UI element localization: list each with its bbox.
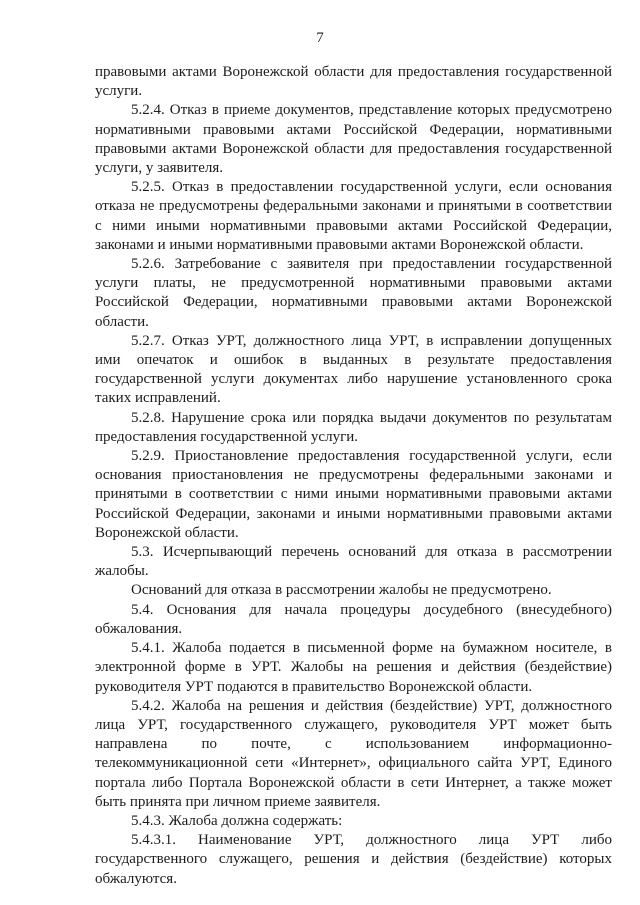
paragraph-5-4-2: 5.4.2. Жалоба на решения и действия (бездействие) УРТ, должностного лица УРТ, государственного служащего, руководителя УРТ может быть направлена по почте, с использованием информационно-телекоммуникационной сети «Интернет», официального сайта УРТ, Единого портала либо Портала Воронежской области в сети Интернет, а также может быть принята при личном приеме заявителя. bbox=[95, 697, 612, 810]
paragraph-5-3: 5.3. Исчерпывающий перечень оснований для отказа в рассмотрении жалобы. bbox=[95, 544, 612, 580]
paragraph-5-3-note: Оснований для отказа в рассмотрении жалобы не предусмотрено. bbox=[131, 582, 552, 599]
page-number: 7 bbox=[316, 30, 324, 46]
paragraph-continuation: правовыми актами Воронежской области для предоставления государственной услуги. bbox=[95, 64, 612, 100]
document-body bbox=[95, 63, 612, 889]
paragraph-5-4: 5.4. Основания для начала процедуры досудебного (внесудебного) обжалования. bbox=[95, 601, 612, 637]
paragraph-5-2-7: 5.2.7. Отказ УРТ, должностного лица УРТ, в исправлении допущенных ими опечаток и ошибок в выданных в результате предоставления государственной услуги документах либо нарушение установленного срока таких исправлений. bbox=[95, 332, 612, 407]
paragraph-5-2-6: 5.2.6. Затребование с заявителя при предоставлении государственной услуги платы, не предусмотренной нормативными правовыми актами Российской Федерации, нормативными правовыми актами Воронежской области. bbox=[95, 256, 612, 330]
paragraph-5-2-9: 5.2.9. Приостановление предоставления государственной услуги, если основания приостановления не предусмотрены федеральными законами и принятыми в соответствии с ними иными нормативными правовыми актами Российской Федерации, законами и иными нормативными правовыми актами Воронежской области. bbox=[95, 448, 612, 541]
paragraph-5-4-3-1: 5.4.3.1. Наименование УРТ, должностного лица УРТ либо государственного служащего, решения и действия (бездействие) которых обжалуются. bbox=[95, 832, 612, 887]
paragraph-5-2-5: 5.2.5. Отказ в предоставлении государственной услуги, если основания отказа не предусмотрены федеральными законами и принятыми в соответствии с ними иными нормативными правовыми актами Российской Федерации, законами и иными нормативными правовыми актами Воронежской области. bbox=[95, 179, 612, 253]
paragraph-5-2-8: 5.2.8. Нарушение срока или порядка выдачи документов по результатам предоставления государственной услуги. bbox=[95, 409, 612, 445]
paragraph-5-4-3: 5.4.3. Жалоба должна содержать: bbox=[131, 812, 343, 829]
paragraph-5-4-1: 5.4.1. Жалоба подается в письменной форме на бумажном носителе, в электронной форме в УРТ. Жалобы на решения и действия (бездействие) руководителя УРТ подаются в правительство Воронежской области. bbox=[95, 640, 612, 695]
paragraph-5-2-4: 5.2.4. Отказ в приеме документов, представление которых предусмотрено нормативными правовыми актами Российской Федерации, нормативными правовыми актами Воронежской области для предоставления государственной услуги, у заявителя. bbox=[95, 102, 612, 177]
